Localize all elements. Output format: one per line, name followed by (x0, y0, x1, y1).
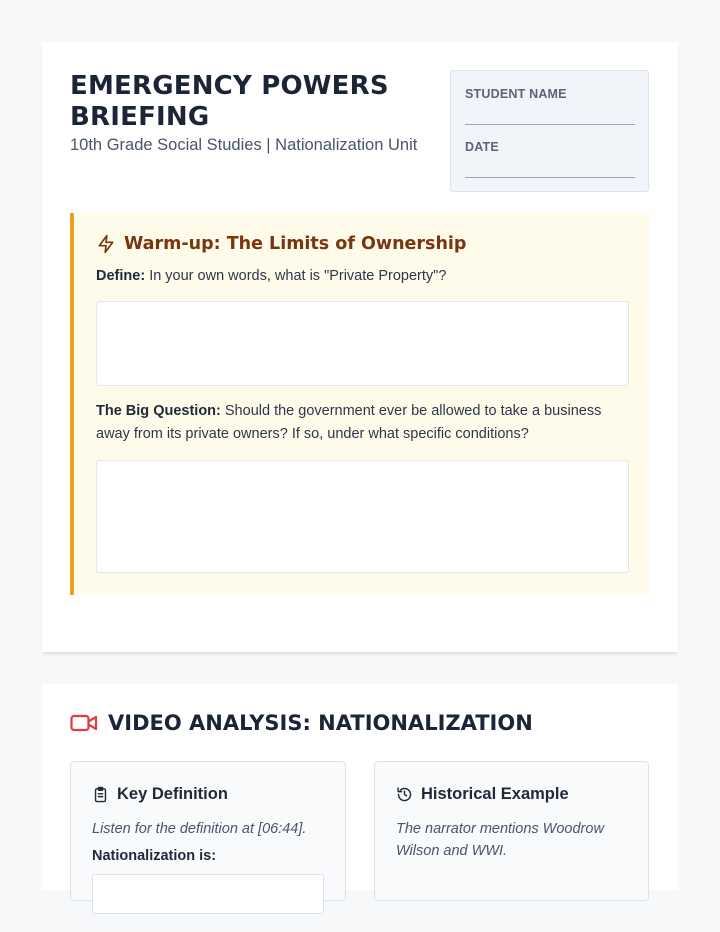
key-definition-heading (92, 785, 228, 804)
big-question (96, 400, 621, 446)
define-answer-box[interactable] (96, 301, 629, 386)
history-icon (396, 786, 413, 803)
key-definition-title: Key Definition (117, 785, 228, 803)
define-text: In your own words, what is "Private Property"? (149, 268, 447, 284)
date-label: DATE (465, 140, 499, 154)
define-label: Define: (96, 268, 146, 284)
warmup-title: Warm-up: The Limits of Ownership (124, 234, 467, 254)
warmup-section (70, 213, 649, 595)
student-info-box (450, 70, 649, 192)
warmup-heading (96, 234, 466, 254)
video-camera-icon (70, 713, 98, 733)
big-question-text: Should the government ever be allowed to take a business away from its private owners? If so, under what specific conditions? (96, 403, 602, 442)
historical-example-heading (396, 785, 569, 804)
page-title: EMERGENCY POWERS BRIEFING (70, 71, 389, 132)
big-question-answer-box[interactable] (96, 460, 629, 573)
video-analysis-heading (70, 711, 533, 735)
key-definition-note: Listen for the definition at [06:44]. (92, 821, 307, 837)
big-question-label: The Big Question: (96, 403, 221, 419)
video-analysis-title: VIDEO ANALYSIS: NATIONALIZATION (108, 711, 533, 735)
page-subtitle: 10th Grade Social Studies | Nationalization Unit (70, 136, 418, 154)
define-question (96, 265, 621, 288)
key-definition-card (70, 761, 346, 901)
historical-example-card (374, 761, 649, 901)
historical-example-title: Historical Example (421, 785, 569, 803)
student-name-label: STUDENT NAME (465, 87, 567, 101)
student-name-line[interactable] (465, 124, 635, 125)
worksheet-page-2 (42, 684, 678, 890)
historical-example-note: The narrator mentions Woodrow Wilson and WWI. (396, 821, 604, 859)
worksheet-page-1 (42, 42, 678, 652)
lightning-icon (96, 234, 116, 254)
nationalization-answer-box[interactable] (92, 874, 324, 914)
clipboard-icon (92, 786, 109, 803)
date-line[interactable] (465, 177, 635, 178)
nationalization-label: Nationalization is: (92, 848, 217, 864)
